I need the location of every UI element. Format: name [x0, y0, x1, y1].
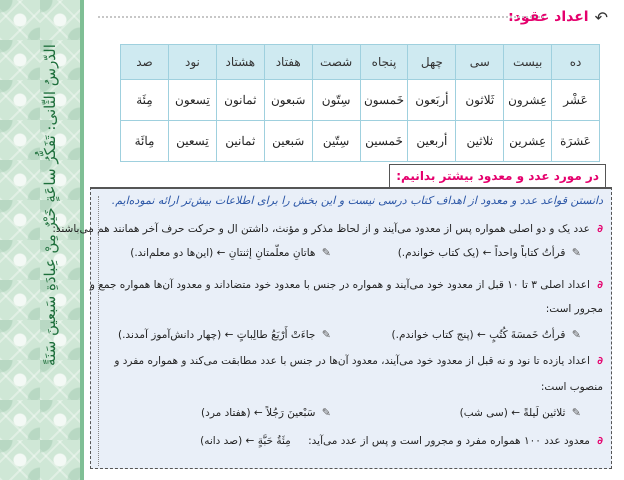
- table-cell: عَشرَة: [552, 121, 600, 162]
- bullet-mark-icon: ∂: [597, 223, 603, 235]
- arrow-icon: ←: [511, 407, 520, 419]
- table-header: هفتاد: [264, 45, 312, 80]
- table-cell: ثمانين: [216, 121, 264, 162]
- table-cell: ثلاثين: [456, 121, 504, 162]
- subheading-tab: در مورد عدد و معدود بیشتر بدانیم:: [389, 164, 606, 189]
- pen-icon: ✎: [321, 406, 331, 419]
- example-translation: (این‌ها دو معلم‌اند.): [130, 247, 214, 259]
- table-cell: مِئَة: [121, 80, 169, 121]
- pen-icon: ✎: [571, 328, 581, 341]
- example: [118, 327, 331, 343]
- table-header: بیست: [504, 45, 552, 80]
- table-header: هشتاد: [216, 45, 264, 80]
- table-cell: أربعين: [408, 121, 456, 162]
- rule-4: [99, 433, 603, 449]
- example-arabic: قرأتُ کتاباً واحداً: [494, 247, 566, 259]
- arrow-icon: ←: [476, 329, 486, 341]
- example: [460, 405, 581, 421]
- bullet-mark-icon: ∂: [597, 279, 603, 291]
- table-cell: سِتّين: [312, 121, 360, 162]
- rule-text: اعداد اصلی ۳ تا ۱۰ قبل از معدود خود می‌آیند و همواره در جنس با معدود خود متضاداند و معدود آن‌ها همواره جمع و: [89, 279, 590, 291]
- table-header-row: [121, 45, 600, 80]
- arrow-icon: ←: [216, 247, 226, 259]
- rule-3-cont: [99, 379, 603, 395]
- table-cell: ثمانون: [216, 80, 264, 121]
- table-cell: عَشْر: [552, 80, 600, 121]
- section-title: اعداد عقود:: [508, 9, 589, 25]
- table-cell: تِسعون: [168, 80, 216, 121]
- bullet-mark-icon: ∂: [597, 435, 603, 447]
- example-arabic: سَبْعینَ رَجُلاً: [266, 407, 316, 419]
- example-arabic: هاتانِ معلّمتانِ إثنتانِ: [228, 247, 316, 259]
- table-cell: سَبعون: [264, 80, 312, 121]
- table-cell: خَمسون: [360, 80, 408, 121]
- example-translation: (سی شب): [459, 407, 508, 419]
- note-intro: دانستن قواعد عدد و معدود از اهداف کتاب درسی نیست و این بخش را برای اطلاعات بیش‌تر ارائه نموده‌ایم.: [111, 194, 603, 207]
- table-header: سی: [456, 45, 504, 80]
- example-arabic: مِئَةُ حَبَّةٍ: [257, 435, 291, 447]
- table-row: [121, 80, 600, 121]
- hand-arrow-icon: ↶: [594, 7, 608, 27]
- example-arabic: جاءَتْ أَرْبَعُ طالِباتٍ: [236, 329, 316, 341]
- tens-numbers-table: [120, 44, 600, 162]
- rule-text: معدود عدد ۱۰۰ همواره مفرد و مجرور است و پس از عدد می‌آید:: [308, 435, 590, 447]
- pen-icon: ✎: [571, 246, 581, 259]
- table-cell: عِشرون: [504, 80, 552, 121]
- table-header: صد: [121, 45, 169, 80]
- example-translation: (صد دانه): [200, 435, 243, 447]
- table-cell: تِسعين: [168, 121, 216, 162]
- table-row: [121, 121, 600, 162]
- arrow-icon: ←: [482, 247, 492, 259]
- pen-icon: ✎: [321, 328, 331, 341]
- rule-1: [52, 221, 603, 237]
- example: [201, 405, 331, 421]
- lesson-title-vertical: الدّرسُ الثّانی: تَفَكُّرُ ساعَةٍ خَيْرٌ مِنْ عِبادَةِ سَبعينَ سَنَةً: [41, 44, 59, 366]
- table-header: نود: [168, 45, 216, 80]
- example-translation: (یک کتاب خواندم.): [397, 247, 480, 259]
- table-cell: أربَعون: [408, 80, 456, 121]
- arrow-icon: ←: [224, 329, 234, 341]
- rule-2-cont: [99, 301, 603, 317]
- table-cell: خَمسين: [360, 121, 408, 162]
- table-cell: سَبعين: [264, 121, 312, 162]
- table-cell: ثَلاثون: [456, 80, 504, 121]
- arrow-icon: ←: [253, 407, 263, 419]
- pen-icon: ✎: [571, 406, 581, 419]
- example-translation: (پنج کتاب خواندم.): [391, 329, 474, 341]
- pen-icon: ✎: [321, 246, 331, 259]
- arrow-icon: ←: [245, 435, 255, 447]
- rule-text: اعداد یازده تا نود و نه قبل از معدود خود می‌آیند، معدود آن‌ها در جنس با عدد مطابقت می‌کند و همواره مفرد و: [114, 355, 590, 367]
- table-cell: سِتّون: [312, 80, 360, 121]
- example-arabic: قرأتُ خَمسَةَ کُتُبٍ: [489, 329, 566, 341]
- rule-text: مجرور است:: [545, 303, 603, 315]
- example: [398, 245, 581, 261]
- example-arabic: ثلاثین لَیلةً: [523, 407, 566, 419]
- table-header: چهل: [408, 45, 456, 80]
- example: [130, 245, 331, 261]
- table-header: ده: [552, 45, 600, 80]
- note-box-margin-line: [98, 196, 99, 466]
- table-cell: مِائَة: [121, 121, 169, 162]
- rule-text: عدد یک و دو اصلی همواره پس از معدود می‌آیند و از لحاظ مذکر و مؤنث، داشتن ال و حرکت حرف آخر همانند هم می‌باشند:: [52, 223, 590, 235]
- dotted-divider: [98, 16, 544, 18]
- side-band-border: [80, 0, 84, 480]
- table-header: شصت: [312, 45, 360, 80]
- rule-text: منصوب است:: [540, 381, 603, 393]
- bullet-mark-icon: ∂: [597, 355, 603, 367]
- example-translation: (هفتاد مرد): [201, 407, 251, 419]
- note-box: [52, 187, 612, 469]
- example: [392, 327, 581, 343]
- rule-3: [99, 353, 603, 369]
- rule-2: [89, 277, 603, 293]
- table-cell: عِشرين: [504, 121, 552, 162]
- example-translation: (چهار دانش‌آموز آمدند.): [118, 329, 222, 341]
- table-header: پنجاه: [360, 45, 408, 80]
